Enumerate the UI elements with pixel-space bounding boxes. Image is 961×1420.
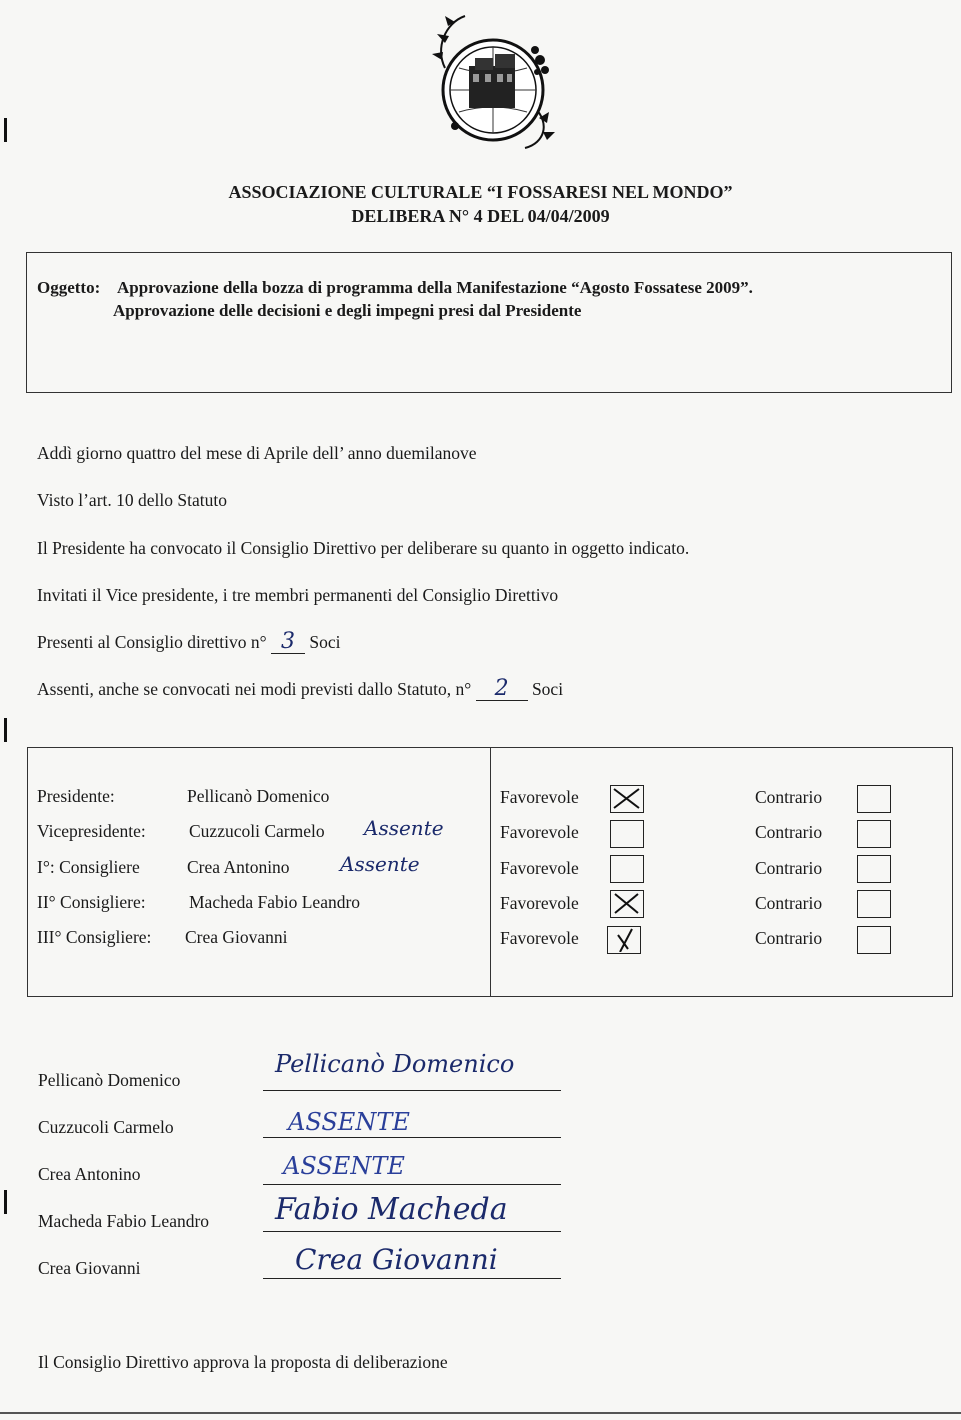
member-role: III° Consigliere: <box>37 927 152 947</box>
margin-mark <box>4 118 7 142</box>
signature: ASSENTE <box>283 1152 405 1180</box>
presenti-prefix: Presenti al Consiglio direttivo n° <box>37 632 267 652</box>
delibera-number: DELIBERA N° 4 DEL 04/04/2009 <box>351 206 610 226</box>
presenti-count: 3 <box>271 632 305 654</box>
signature-line <box>263 1137 561 1138</box>
oggetto-line1: Approvazione della bozza di programma della Manifestazione “Agosto Fossatese 2009”. <box>117 278 753 297</box>
signatory-name: Crea Antonino <box>38 1164 141 1184</box>
signatory-name: Macheda Fabio Leandro <box>38 1211 210 1231</box>
member-role: Vicepresidente: <box>37 821 146 841</box>
signature: ASSENTE <box>288 1108 410 1136</box>
signature-line <box>263 1278 561 1279</box>
contrario-label: Contrario <box>755 858 823 878</box>
contrario-checkbox[interactable] <box>857 820 891 848</box>
signature: Crea Giovanni <box>295 1243 498 1276</box>
convocation-statement: Il Presidente ha convocato il Consiglio Direttivo per deliberare su quanto in oggetto indicato. <box>37 538 690 558</box>
absent-note: Assente <box>340 852 420 876</box>
presenti-suffix: Soci <box>309 632 341 652</box>
margin-mark <box>4 718 7 742</box>
table-divider <box>490 747 491 997</box>
document-title: ASSOCIAZIONE CULTURALE “I FOSSARESI NEL MONDO” <box>228 182 733 202</box>
association-logo <box>425 8 560 158</box>
invited-statement: Invitati il Vice presidente, i tre membri permanenti del Consiglio Direttivo <box>37 585 559 605</box>
member-name: Crea Antonino <box>187 857 290 877</box>
member-name: Macheda Fabio Leandro <box>189 892 361 912</box>
contrario-label: Contrario <box>755 787 823 807</box>
signature-line <box>263 1090 561 1091</box>
member-name: Cuzzucoli Carmelo <box>189 821 325 841</box>
signature: Fabio Macheda <box>275 1192 508 1227</box>
margin-mark <box>4 1190 7 1214</box>
oggetto-box <box>26 252 952 393</box>
signature-line <box>263 1184 561 1185</box>
signatory-name: Pellicanò Domenico <box>38 1070 181 1090</box>
member-name: Crea Giovanni <box>185 927 288 947</box>
oggetto-line2: Approvazione delle decisioni e degli impegni presi dal Presidente <box>113 301 582 320</box>
favorevole-checkbox-checked[interactable] <box>610 785 644 813</box>
favorevole-label: Favorevole <box>500 928 579 948</box>
assenti-line <box>37 676 564 701</box>
contrario-checkbox[interactable] <box>857 855 891 883</box>
favorevole-checkbox[interactable] <box>610 820 644 848</box>
signatory-name: Crea Giovanni <box>38 1258 141 1278</box>
closing-statement: Il Consiglio Direttivo approva la proposta di deliberazione <box>38 1352 448 1372</box>
assenti-count: 2 <box>476 679 528 701</box>
signature: Pellicanò Domenico <box>275 1050 515 1078</box>
favorevole-label: Favorevole <box>500 787 579 807</box>
date-statement: Addì giorno quattro del mese di Aprile dell’ anno duemilanove <box>37 443 477 463</box>
favorevole-checkbox-checked[interactable] <box>607 926 641 954</box>
favorevole-label: Favorevole <box>500 893 579 913</box>
member-role: II° Consigliere: <box>37 892 146 912</box>
contrario-checkbox[interactable] <box>857 785 891 813</box>
presenti-line <box>37 629 341 654</box>
contrario-label: Contrario <box>755 893 823 913</box>
signatory-name: Cuzzucoli Carmelo <box>38 1117 174 1137</box>
member-name: Pellicanò Domenico <box>187 786 330 806</box>
absent-note: Assente <box>364 816 444 840</box>
contrario-checkbox[interactable] <box>857 890 891 918</box>
contrario-checkbox[interactable] <box>857 926 891 954</box>
member-role: Presidente: <box>37 786 115 806</box>
signature-line <box>263 1231 561 1232</box>
statute-reference: Visto l’art. 10 dello Statuto <box>37 490 227 510</box>
favorevole-label: Favorevole <box>500 858 579 878</box>
member-role: I°: Consigliere <box>37 857 140 877</box>
oggetto-label: Oggetto: <box>37 278 101 297</box>
favorevole-checkbox-checked[interactable] <box>610 890 644 918</box>
favorevole-label: Favorevole <box>500 822 579 842</box>
page-bottom-edge <box>0 1412 961 1414</box>
assenti-prefix: Assenti, anche se convocati nei modi previsti dallo Statuto, n° <box>37 679 472 699</box>
assenti-suffix: Soci <box>531 679 564 699</box>
favorevole-checkbox[interactable] <box>610 855 644 883</box>
contrario-label: Contrario <box>755 928 823 948</box>
contrario-label: Contrario <box>755 822 823 842</box>
